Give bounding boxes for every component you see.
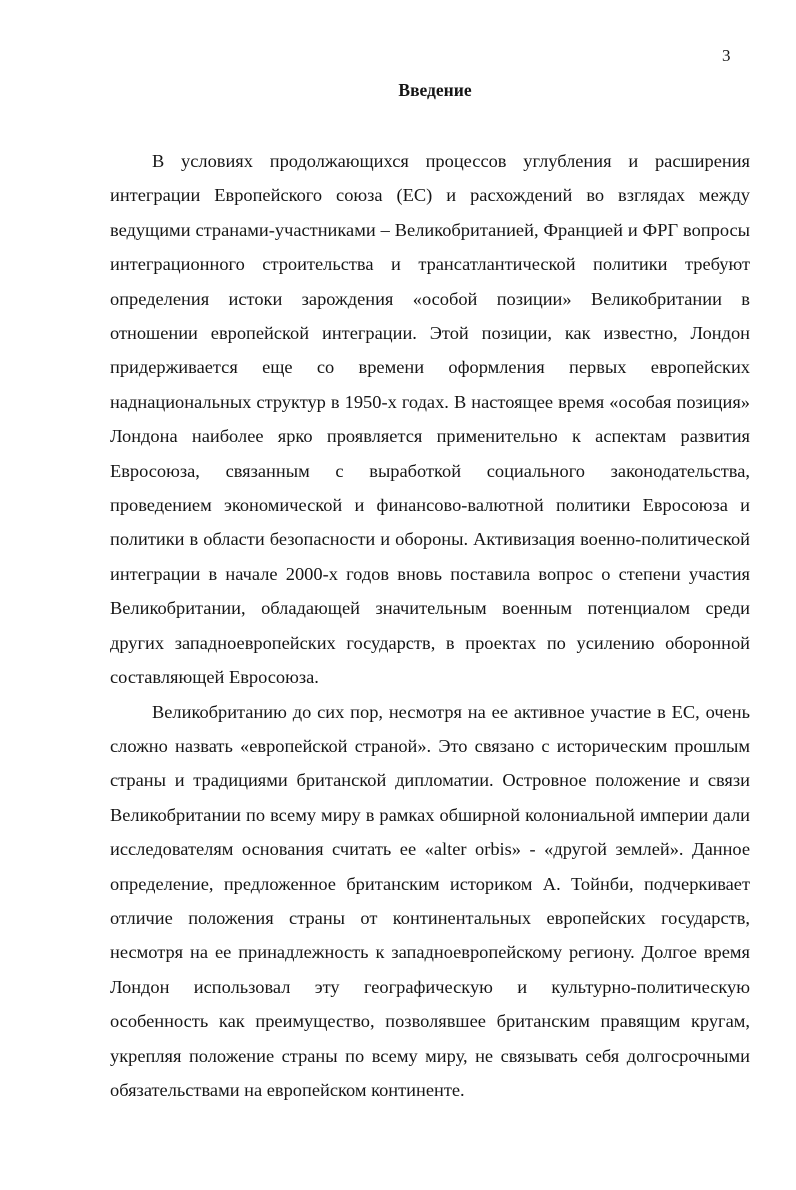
page-heading: Введение (398, 80, 472, 100)
page-number: 3 (722, 46, 731, 65)
paragraph-1: В условиях продолжающихся процессов углубления и расширения интеграции Европейского союза (ЕС) и расхождений во взглядах между ведущими странами-участниками – Великобританией, Францией и ФРГ вопросы интеграционного строительства и трансатлантической политики требуют определения истоки зарождения «особой позиции» Великобритании в отношении европейской интеграции. Этой позиции, как известно, Лондон придерживается еще со времени оформления первых европейских наднациональных структур в 1950-х годах. В настоящее время «особая позиция» Лондона наиболее ярко проявляется применительно к аспектам развития Евросоюза, связанным с выработкой социального законодательства, проведением экономической и финансово-валютной политики Евросоюза и политики в области безопасности и обороны. Активизация военно-политической интеграции в начале 2000-х годов вновь поставила вопрос о степени участия Великобритании, обладающей значительным военным потенциалом среди других западноевропейских государств, в проектах по усилению оборонной составляющей Евросоюза. (110, 151, 750, 688)
paragraph-2: Великобританию до сих пор, несмотря на ее активное участие в ЕС, очень сложно назвать «европейской страной». Это связано с историческим прошлым страны и традициями британской дипломатии. Островное положение и связи Великобритании по всему миру в рамках обширной колониальной империи дали исследователям основания считать ее «alter orbis» - «другой землей». Данное определение, предложенное британским историком А. Тойнби, подчеркивает отличие положения страны от континентальных европейских государств, несмотря на ее принадлежность к западноевропейскому региону. Долгое время Лондон использовал эту географическую и культурно-политическую особенность как преимущество, позволявшее британским правящим кругам, укрепляя положение страны по всему миру, не связывать себя долгосрочными обязательствами на европейском континенте. (110, 701, 750, 1100)
body-text (110, 144, 750, 1107)
